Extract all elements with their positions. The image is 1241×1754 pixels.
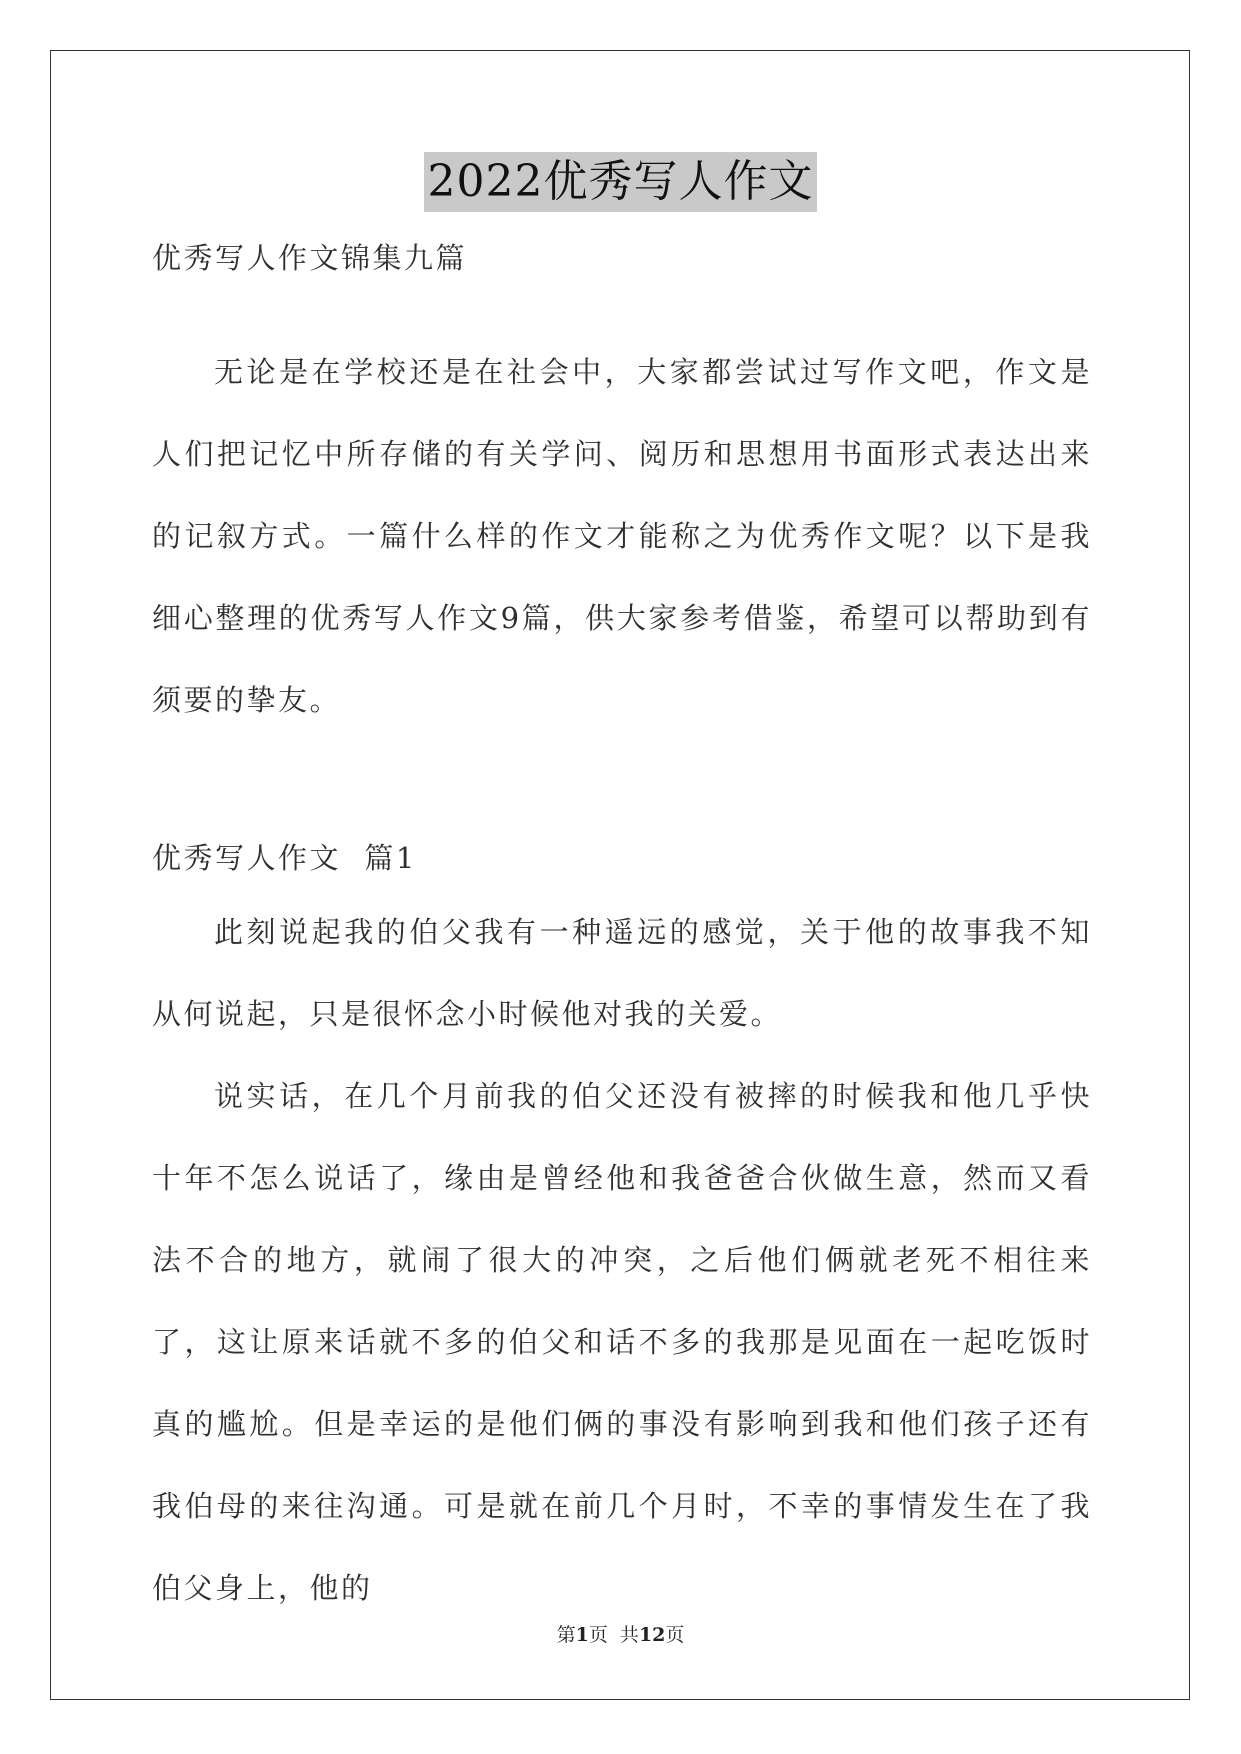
intro-paragraph: 无论是在学校还是在社会中，大家都尝试过写作文吧，作文是人们把记忆中所存储的有关学问、阅历和思想用书面形式表达出来的记叙方式。一篇什么样的作文才能称之为优秀作文呢？以下是我细心整理的优秀写人作文9篇，供大家参考借鉴，希望可以帮助到有须要的挚友。	[152, 355, 1092, 717]
footer-prefix: 第	[556, 1624, 576, 1646]
footer-current-page: 1	[575, 1624, 589, 1646]
footer-total-pages: 12	[638, 1624, 666, 1646]
title-container	[0, 152, 1241, 212]
body-paragraph-2: 说实话，在几个月前我的伯父还没有被摔的时候我和他几乎快十年不怎么说话了，缘由是曾经他和我爸爸合伙做生意，然而又看法不合的地方，就闹了很大的冲突，之后他们俩就老死不相往来了，这让原来话就不多的伯父和话不多的我那是见面在一起吃饭时真的尴尬。但是幸运的是他们俩的事没有影响到我和他们孩子还有我伯母的来往沟通。可是就在前几个月时，不幸的事情发生在了我伯父身上，他的	[152, 1079, 1092, 1605]
section-heading: 优秀写人作文 篇1	[152, 841, 417, 875]
document-subtitle: 优秀写人作文锦集九篇	[152, 241, 468, 275]
document-title: 2022优秀写人作文	[424, 152, 818, 212]
footer-mid: 页 共	[588, 1624, 639, 1646]
footer-suffix: 页	[665, 1624, 685, 1646]
body-paragraph-1: 此刻说起我的伯父我有一种遥远的感觉，关于他的故事我不知从何说起，只是很怀念小时候他对我的关爱。	[152, 915, 1092, 1031]
page-footer	[0, 1620, 1241, 1647]
